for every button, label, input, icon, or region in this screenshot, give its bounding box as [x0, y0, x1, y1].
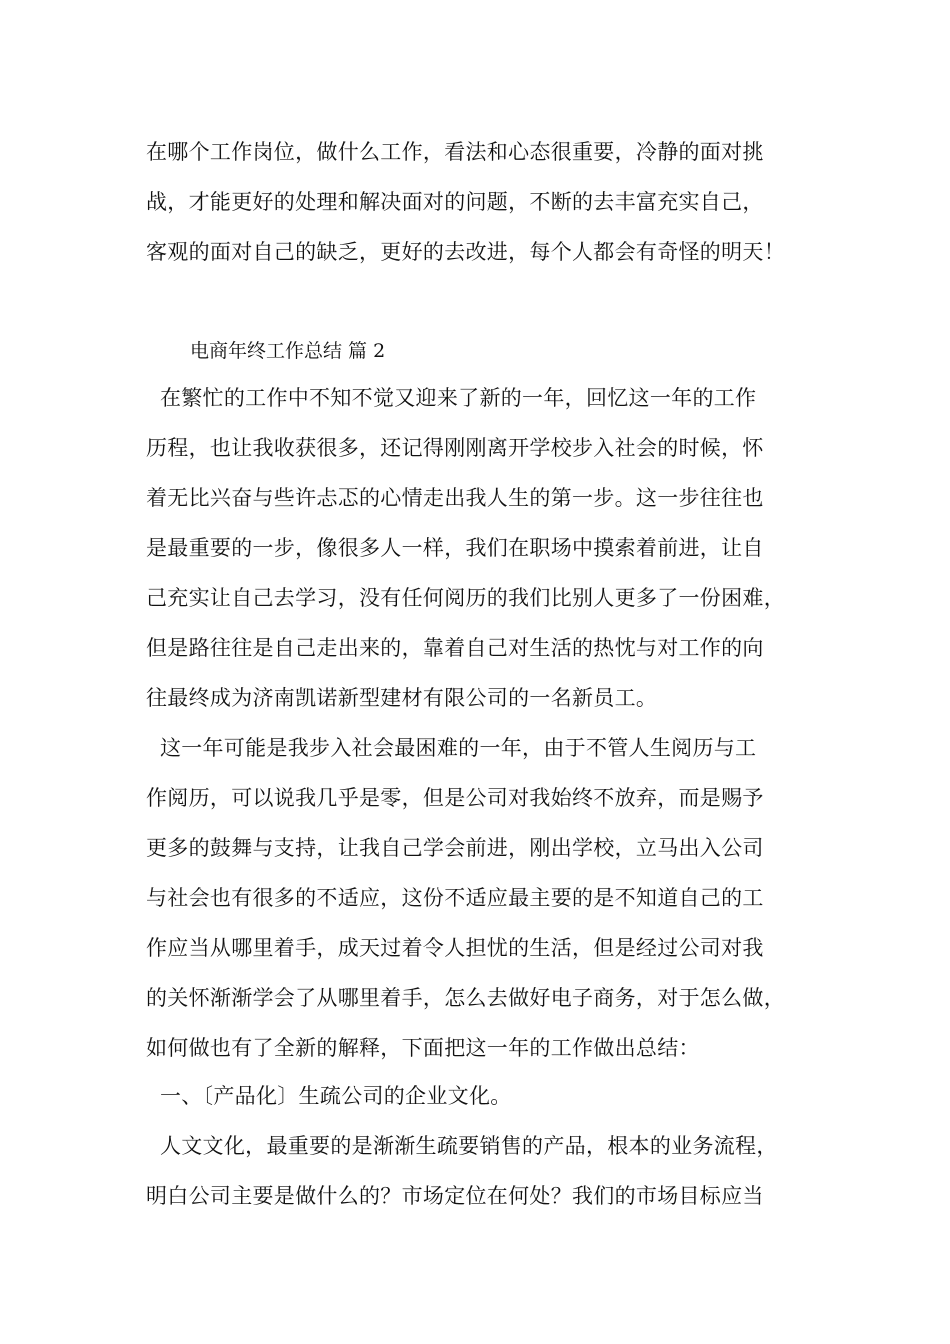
- paragraph-line: 人文文化，最重要的是渐渐生疏要销售的产品，根本的业务流程，: [146, 1134, 778, 1158]
- section-heading: 电商年终工作总结 篇 2: [190, 340, 386, 362]
- paragraph-line: 这一年可能是我步入社会最困难的一年，由于不管人生阅历与工: [146, 736, 757, 760]
- paragraph-line: 在繁忙的工作中不知不觉又迎来了新的一年，回忆这一年的工作: [146, 386, 757, 410]
- paragraph-line: 往最终成为济南凯诺新型建材有限公司的一名新员工。: [146, 686, 658, 710]
- paragraph-line: 更多的鼓舞与支持，让我自己学会前进，刚出学校，立马出入公司: [146, 836, 764, 860]
- paragraph-line: 客观的面对自己的缺乏，更好的去改进，每个人都会有奇怪的明天！: [146, 240, 785, 264]
- paragraph-line: 但是路往往是自己走出来的，靠着自己对生活的热忱与对工作的向: [146, 636, 764, 660]
- paragraph-line: 与社会也有很多的不适应，这份不适应最主要的是不知道自己的工: [146, 886, 764, 910]
- paragraph-line: 历程，也让我收获很多，还记得刚刚离开学校步入社会的时候，怀: [146, 436, 764, 460]
- paragraph-line: 己充实让自己去学习，没有任何阅历的我们比别人更多了一份困难，: [146, 586, 785, 610]
- subsection-heading: 一、〔产品化〕生疏公司的企业文化。: [146, 1084, 512, 1108]
- paragraph-line: 的关怀渐渐学会了从哪里着手，怎么去做好电子商务，对于怎么做，: [146, 986, 785, 1010]
- paragraph-line: 着无比兴奋与些许忐忑的心情走出我人生的第一步。这一步往往也: [146, 486, 764, 510]
- paragraph-line: 作应当从哪里着手，成天过着令人担忧的生活，但是经过公司对我: [146, 936, 764, 960]
- paragraph-line: 战，才能更好的处理和解决面对的问题，不断的去丰富充实自己，: [146, 190, 764, 214]
- paragraph-line: 在哪个工作岗位，做什么工作，看法和心态很重要，冷静的面对挑: [146, 140, 764, 164]
- paragraph-line: 如何做也有了全新的解释，下面把这一年的工作做出总结：: [146, 1036, 700, 1060]
- paragraph-line: 作阅历，可以说我几乎是零，但是公司对我始终不放弃，而是赐予: [146, 786, 764, 810]
- paragraph-line: 明白公司主要是做什么的？市场定位在何处？我们的市场目标应当: [146, 1184, 764, 1208]
- paragraph-line: 是最重要的一步，像很多人一样，我们在职场中摸索着前进，让自: [146, 536, 764, 560]
